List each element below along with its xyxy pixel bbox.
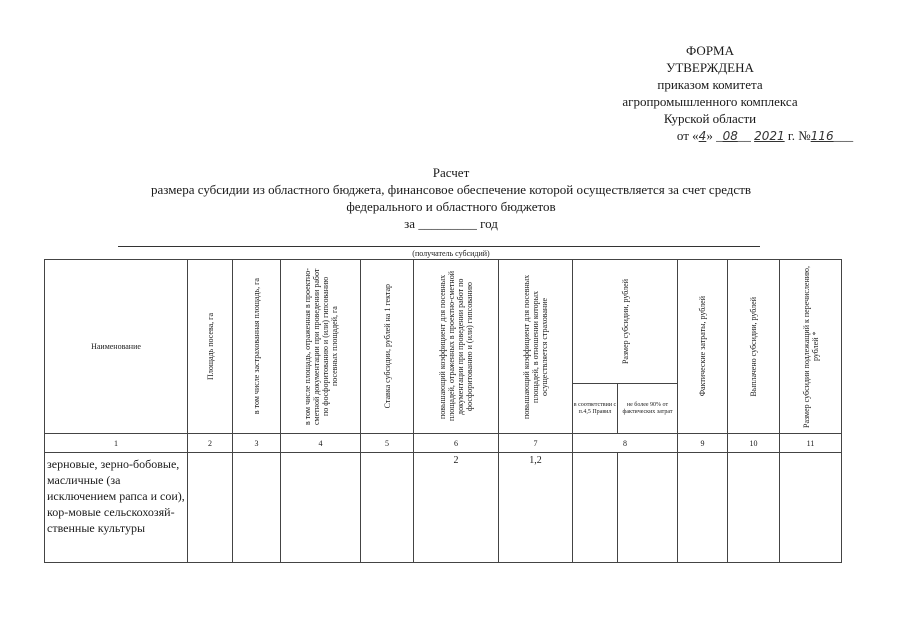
subsidy-table: [44, 259, 842, 563]
doc-title: Расчет: [432, 165, 470, 180]
header-area: Площадь посева, га: [188, 260, 233, 434]
col-number: 8: [573, 434, 678, 453]
header-subsidy-limit: не более 90% от фактических затрат: [618, 384, 678, 434]
date-day: 4: [698, 129, 707, 143]
insured-cell: [233, 453, 281, 563]
doc-subtitle: размера субсидии из областного бюджета, финансовое обеспечение которой осуществляется за счет средств: [150, 182, 752, 197]
actual-cell: [678, 453, 728, 563]
date-year: 2021: [754, 129, 785, 143]
approved-label: УТВЕРЖДЕНА: [666, 60, 754, 75]
col-number: 6: [414, 434, 499, 453]
committee-label: агропромышленного комплекса: [622, 94, 798, 109]
region-label: Курской области: [663, 111, 757, 126]
subsidy-rules-cell: [573, 453, 618, 563]
header-insured: в том числе застрахованная площадь, га: [233, 260, 281, 434]
subsidy-limit-cell: [618, 453, 678, 563]
header-coef-phos: повышающий коэффициент для посевных площадей, отраженных в проектно-сметной документации при проведении работ по фосфоритованию и (или) гипсованию: [414, 260, 499, 434]
form-label: ФОРМА: [686, 43, 734, 58]
paid-cell: [728, 453, 780, 563]
col-number: 2: [188, 434, 233, 453]
doc-subtitle-2: федерального и областного бюджетов: [346, 199, 556, 214]
column-numbers-row: [45, 434, 842, 453]
col-number: 1: [45, 434, 188, 453]
coef-phos-cell: 2: [414, 453, 499, 563]
rate-cell: [361, 453, 414, 563]
area-cell: [188, 453, 233, 563]
header-rate: Ставка субсидии, рублей на 1 гектар: [361, 260, 414, 434]
coef-ins-cell: 1,2: [499, 453, 573, 563]
col-number: 3: [233, 434, 281, 453]
to-transfer-cell: [780, 453, 842, 563]
header-name: Наименование: [45, 260, 188, 434]
order-number: 116: [810, 129, 834, 143]
table-row: [45, 453, 842, 563]
header-phosphor: в том числе площадь, отраженная в проектно-сметной документации при проведении работ по фосфоритованию и (или) гипсованию посевных площадей, га: [281, 260, 361, 434]
recipient-caption: (получатель субсидий): [412, 249, 490, 258]
phosphor-cell: [281, 453, 361, 563]
approval-stamp: [560, 42, 860, 145]
crop-name-cell: зерновые, зерно-бобовые, масличные (за исключением рапса и сои), кор-мовые сельскохозяй-ственные культуры: [45, 453, 188, 563]
col-number: 9: [678, 434, 728, 453]
col-number: 11: [780, 434, 842, 453]
recipient-line: [118, 246, 760, 247]
col-number: 10: [728, 434, 780, 453]
col-number: 4: [281, 434, 361, 453]
header-actual: Фактические затраты, рублей: [678, 260, 728, 434]
header-to-transfer: Размер субсидии подлежащий к перечислению, рублей *: [780, 260, 842, 434]
col-number: 7: [499, 434, 573, 453]
col-number: 5: [361, 434, 414, 453]
header-coef-ins: повышающий коэффициент для посевных площадей, в отношении которых осуществляется страхование: [499, 260, 573, 434]
date-month: 08: [722, 129, 738, 143]
doc-year-line: за _________ год: [404, 216, 498, 231]
order-date: от «4» _08__ 2021 г. №116___: [676, 128, 854, 143]
header-subsidy: Размер субсидии, рублей: [573, 260, 678, 384]
order-label: приказом комитета: [657, 77, 763, 92]
header-paid: Выплачено субсидии, рублей: [728, 260, 780, 434]
header-subsidy-rules: в соответствии с п.4,5 Правил: [573, 384, 618, 434]
